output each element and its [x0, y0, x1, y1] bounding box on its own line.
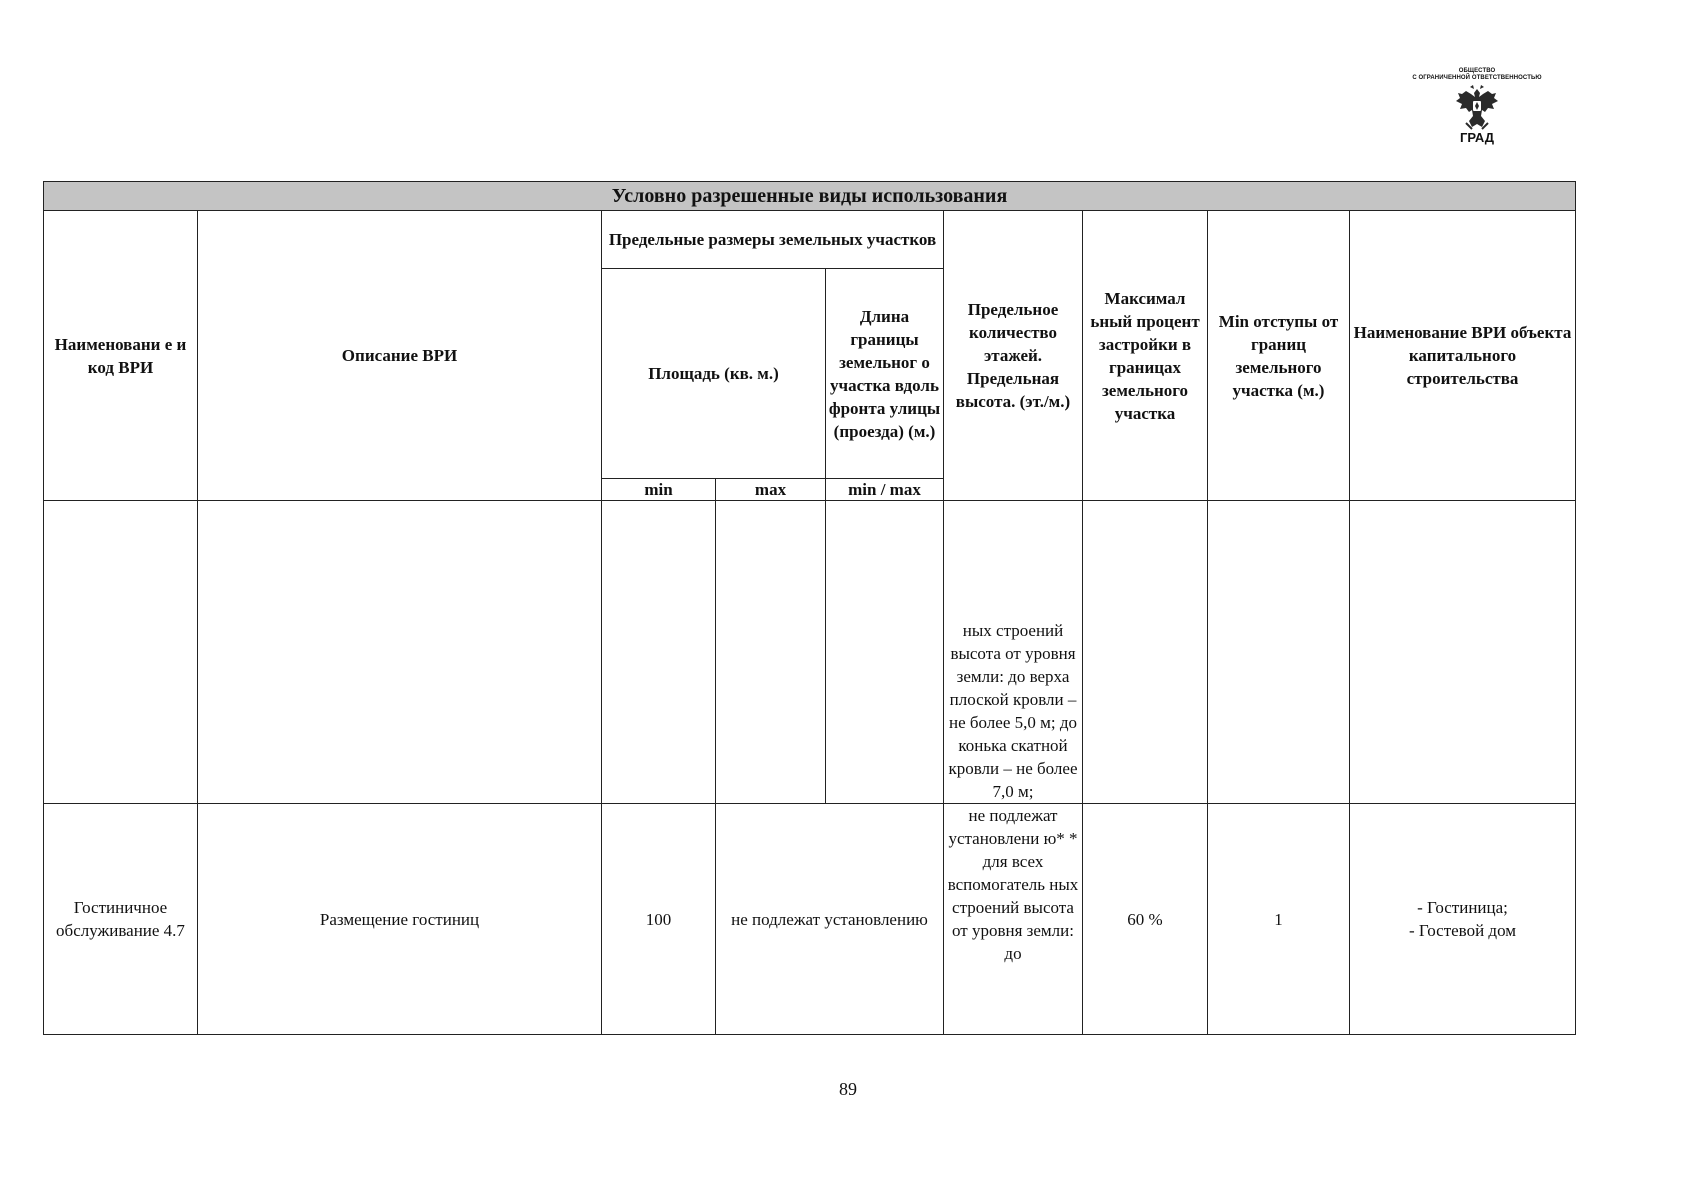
header-name-code: Наименовани е и код ВРИ [44, 211, 198, 501]
table-row [44, 804, 1576, 1035]
cell-object-name: - Гостиница; - Гостевой дом [1350, 804, 1576, 1035]
cell-object-name [1350, 501, 1576, 804]
header-frontage: Длина границы земельног о участка вдоль фронта улицы (проезда) (м.) [826, 269, 944, 479]
header-description: Описание ВРИ [198, 211, 602, 501]
cell-name-code: Гостиничное обслуживание 4.7 [44, 804, 198, 1035]
cell-min-setback [1208, 501, 1350, 804]
cell-max-coverage: 60 % [1083, 804, 1208, 1035]
cell-floors-height: не подлежат установлени ю* * для всех вспомогатель ных строений высота от уровня земли: до [944, 804, 1083, 1035]
header-area-max: max [716, 479, 826, 501]
logo-name: ГРАД [1459, 130, 1495, 145]
permitted-uses-table [43, 181, 1576, 1035]
header-frontage-min-max: min / max [826, 479, 944, 501]
header-area: Площадь (кв. м.) [602, 269, 826, 479]
cell-area-min [602, 501, 716, 804]
header-object-name: Наименование ВРИ объекта капитального строительства [1350, 211, 1576, 501]
header-min-setback: Min отступы от границ земельного участка (м.) [1208, 211, 1350, 501]
cell-max-coverage [1083, 501, 1208, 804]
double-headed-eagle-emblem-icon [1452, 83, 1502, 133]
cell-area-min: 100 [602, 804, 716, 1035]
logo-org-text: ОБЩЕСТВО С ОГРАНИЧЕННОЙ ОТВЕТСТВЕННОСТЬЮ [1412, 68, 1542, 81]
company-logo [1392, 68, 1562, 154]
cell-area-max [716, 501, 826, 804]
table-title: Условно разрешенные виды использования [44, 182, 1576, 211]
header-area-min: min [602, 479, 716, 501]
table-row [44, 501, 1576, 804]
header-plot-size-group: Предельные размеры земельных участков [602, 211, 944, 269]
cell-frontage [826, 501, 944, 804]
header-floors-height: Предельное количество этажей. Предельная высота. (эт./м.) [944, 211, 1083, 501]
header-max-coverage: Максимал ьный процент застройки в границах земельного участка [1083, 211, 1208, 501]
page-number: 89 [839, 1079, 857, 1099]
cell-description: Размещение гостиниц [198, 804, 602, 1035]
cell-floors-height: ных строений высота от уровня земли: до верха плоской кровли – не более 5,0 м; до конька скатной кровли – не более 7,0 м; [944, 501, 1083, 804]
cell-name-code [44, 501, 198, 804]
cell-area-max: не подлежат установлению [716, 804, 944, 1035]
cell-description [198, 501, 602, 804]
cell-min-setback: 1 [1208, 804, 1350, 1035]
